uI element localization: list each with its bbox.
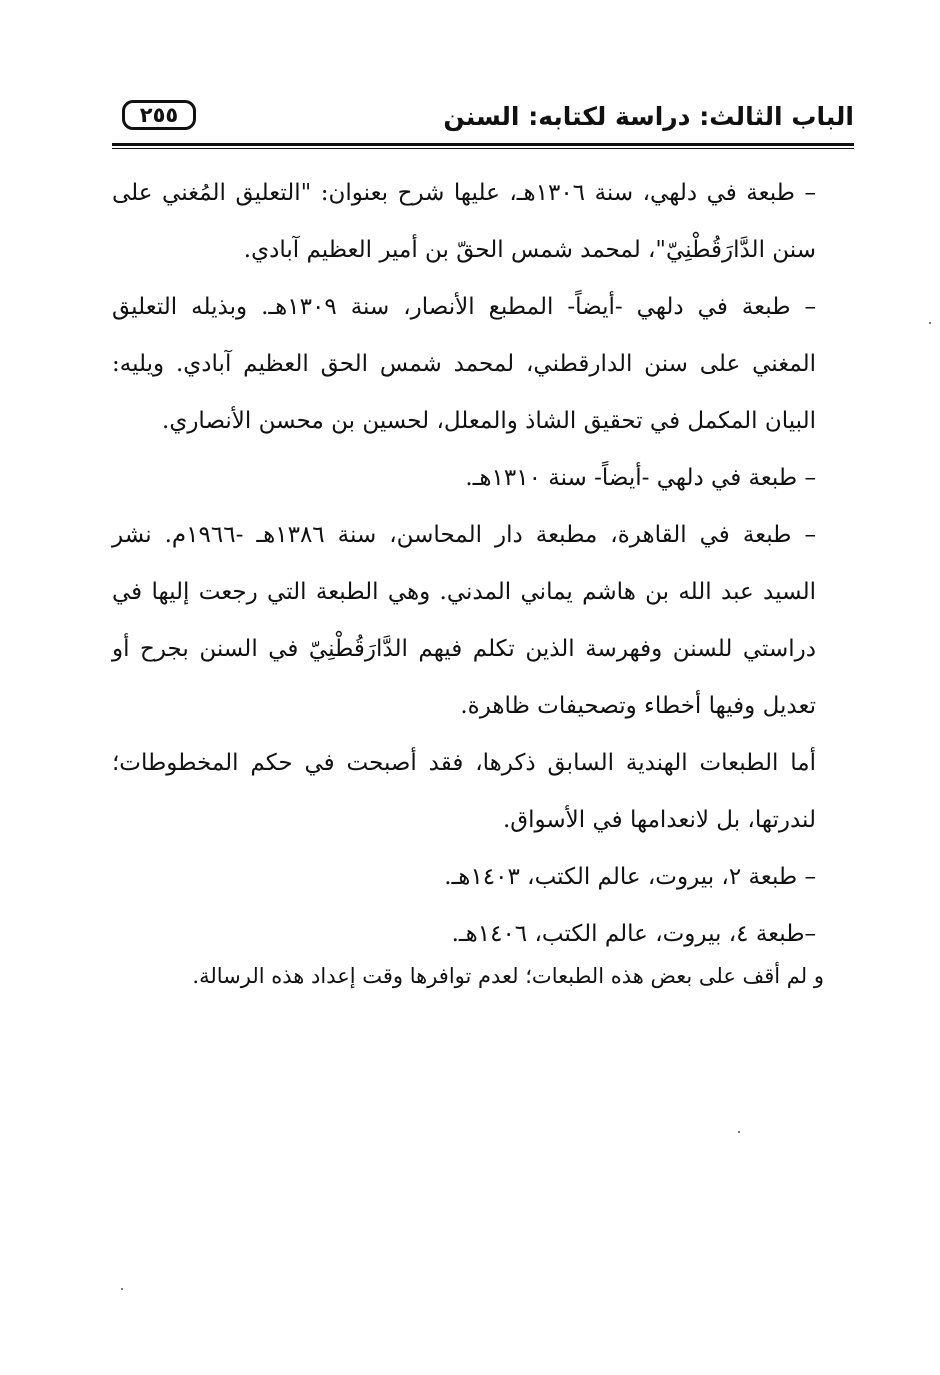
scan-speck: [738, 1131, 740, 1133]
paragraph-edition-delhi-1306: – طبعة في دلهي، سنة ١٣٠٦هـ، عليها شرح بعنوان: "التعليق المُغني على سنن الدَّارَقُطْنِيّ"، لمحمد شمس الحقّ بن أمير العظيم آبادي.: [112, 180, 816, 263]
paragraph-edition-beirut-1403: – طبعة ٢، بيروت، عالم الكتب، ١٤٠٣هـ.: [444, 864, 816, 890]
chapter-heading: الباب الثالث: دراسة لكتابه: السنن: [443, 102, 854, 131]
paragraph-indian-editions-note: أما الطبعات الهندية السابق ذكرها، فقد أصبحت في حكم المخطوطات؛ لندرتها، بل لانعدامها في الأسواق.: [112, 750, 816, 833]
paragraph-edition-beirut-1406: –طبعة ٤، بيروت، عالم الكتب، ١٤٠٦هـ.: [451, 921, 816, 947]
main-text: [112, 165, 854, 963]
closing-note: و لم أقف على بعض هذه الطبعات؛ لعدم توافرها وقت إعداد هذه الرسالة.: [192, 964, 824, 988]
page-number-badge: ٢٥٥: [122, 100, 196, 130]
paragraph-edition-cairo-1386: – طبعة في القاهرة، مطبعة دار المحاسن، سنة ١٣٨٦هـ -١٩٦٦م. نشر السيد عبد الله بن هاشم يماني المدني. وهي الطبعة التي رجعت إليها في دراستي للسنن وفهرسة الذين تكلم فيهم الدَّارَقُطْنِيّ في السنن بجرح أو تعديل وفيها أخطاء وتصحيفات ظاهرة.: [112, 522, 816, 719]
paragraph-edition-delhi-1310: – طبعة في دلهي -أيضاً- سنة ١٣١٠هـ.: [465, 465, 816, 491]
header-rule-thin: [112, 148, 854, 149]
page-header: [112, 94, 854, 144]
scan-speck: [121, 1288, 123, 1290]
header-rule: [112, 143, 854, 146]
scan-speck: [929, 322, 931, 324]
paragraph-edition-delhi-1309: – طبعة في دلهي -أيضاً- المطبع الأنصار، سنة ١٣٠٩هـ. وبذيله التعليق المغني على سنن الدارقطني، لمحمد شمس الحق العظيم آبادي. ويليه: البيان المكمل في تحقيق الشاذ والمعلل، لحسين بن محسن الأنصاري.: [112, 294, 816, 434]
